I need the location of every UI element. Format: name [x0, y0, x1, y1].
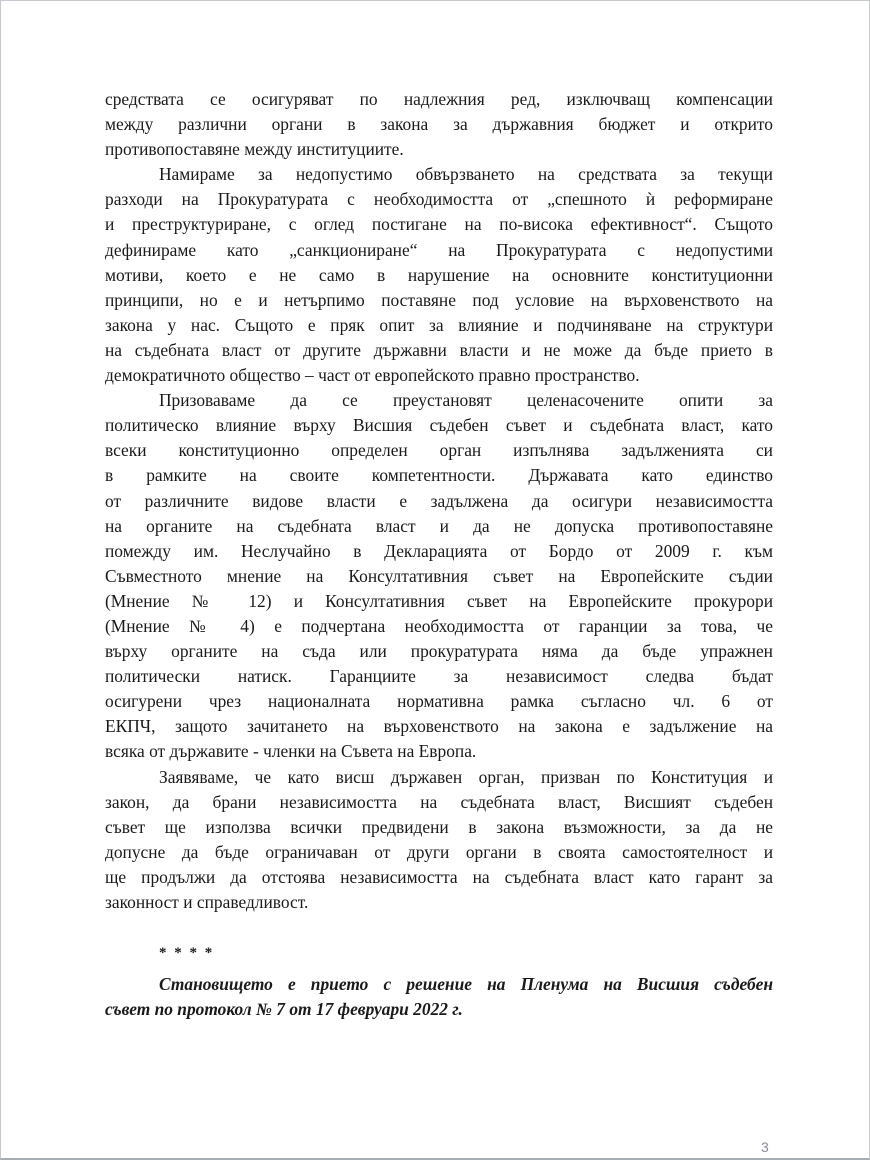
paragraph-line: мотиви, което е не само в нарушение на основните конституционни [105, 264, 773, 285]
paragraph-line: противопоставяне между институциите. [105, 139, 404, 160]
paragraph-line: осигурени чрез националната нормативна рамка съгласно чл. 6 от [105, 691, 773, 712]
paragraph-line: дефинираме като „санкциониране“ на Прокуратурата с недопустими [105, 239, 773, 260]
paragraph-line: политически натиск. Гаранциите за независимост следва бъдат [105, 666, 773, 687]
closing-note [105, 972, 773, 1022]
paragraph-line: законност и справедливост. [105, 892, 309, 912]
body-paragraph [105, 87, 773, 162]
paragraph-line: и преструктуриране, с оглед постигане на по-висока ефективност“. Същото [105, 214, 773, 235]
paragraph-line: Призоваваме да се преустановят целенасочените опити за [159, 390, 773, 411]
body-paragraph [105, 162, 773, 388]
closing-note-line: Становището е прието с решение на Пленума на Висшия съдебен [159, 974, 773, 995]
paragraph-line: политическо влияние върху Висшия съдебен съвет и съдебната власт, като [105, 415, 773, 436]
body-paragraph [105, 765, 773, 916]
paragraph-line: ще продължи да отстоява независимостта на съдебната власт като гарант за [105, 866, 773, 887]
paragraph-line: Съвместното мнение на Консултативния съвет на Европейските съдии [105, 565, 773, 586]
paragraph-line: разходи на Прокуратурата с необходимостта от „спешното ѝ реформиране [105, 189, 773, 210]
paragraph-line: Заявяваме, че като висш държавен орган, призван по Конституция и [159, 766, 773, 787]
paragraph-line: закон, да брани независимостта на съдебната власт, Висшият съдебен [105, 791, 773, 812]
closing-note-line: съвет по протокол № 7 от 17 февруари 2022 г. [105, 999, 463, 1020]
paragraph-line: помежду им. Неслучайно в Декларацията от Бордо от 2009 г. към [105, 540, 773, 561]
paragraph-line: Намираме за недопустимо обвързването на средствата за текущи [159, 164, 773, 185]
paragraph-line: в рамките на своите компетентности. Държавата като единство [105, 465, 773, 486]
paragraph-container [105, 87, 773, 915]
page-number: 3 [761, 1139, 769, 1155]
paragraph-line: на съдебната власт от другите държавни власти и не може да бъде прието в [105, 339, 773, 360]
paragraph-line: съвет ще използва всички предвидени в закона възможности, за да не [105, 816, 773, 837]
paragraph-line: всеки конституционно определен орган изпълнява задълженията си [105, 440, 773, 461]
paragraph-line: средствата се осигуряват по надлежния ред, изключващ компенсации [105, 89, 773, 109]
paragraph-line: принципи, но е и нетърпимо поставяне под условие на върховенството на [105, 289, 773, 310]
document-body [105, 87, 773, 1022]
paragraph-line: ЕКПЧ, защото зачитането на върховенството на закона е задължение на [105, 716, 773, 737]
paragraph-line: всяка от държавите - членки на Съвета на Европа. [105, 741, 477, 762]
paragraph-line: между различни органи в закона за държавния бюджет и открито [105, 114, 773, 135]
section-separator: * * * * [159, 945, 215, 962]
paragraph-line: демократичното общество – част от европейското правно пространство. [105, 365, 640, 386]
paragraph-line: допусне да бъде ограничаван от други органи в своята самостоятелност и [105, 841, 773, 862]
paragraph-line: върху органите на съда или прокуратурата няма да бъде упражнен [105, 641, 773, 662]
paragraph-line: (Мнение № 12) и Консултативния съвет на Европейските прокурори [105, 590, 773, 611]
body-paragraph [105, 388, 773, 764]
paragraph-line: от различните видове власти е задължена да осигури независимостта [105, 490, 773, 511]
paragraph-line: (Мнение № 4) е подчертана необходимостта от гаранции за това, че [105, 615, 773, 636]
paragraph-line: закона у нас. Същото е пряк опит за влияние и подчиняване на структури [105, 314, 773, 335]
paragraph-line: на органите на съдебната власт и да не допуска противопоставяне [105, 515, 773, 536]
